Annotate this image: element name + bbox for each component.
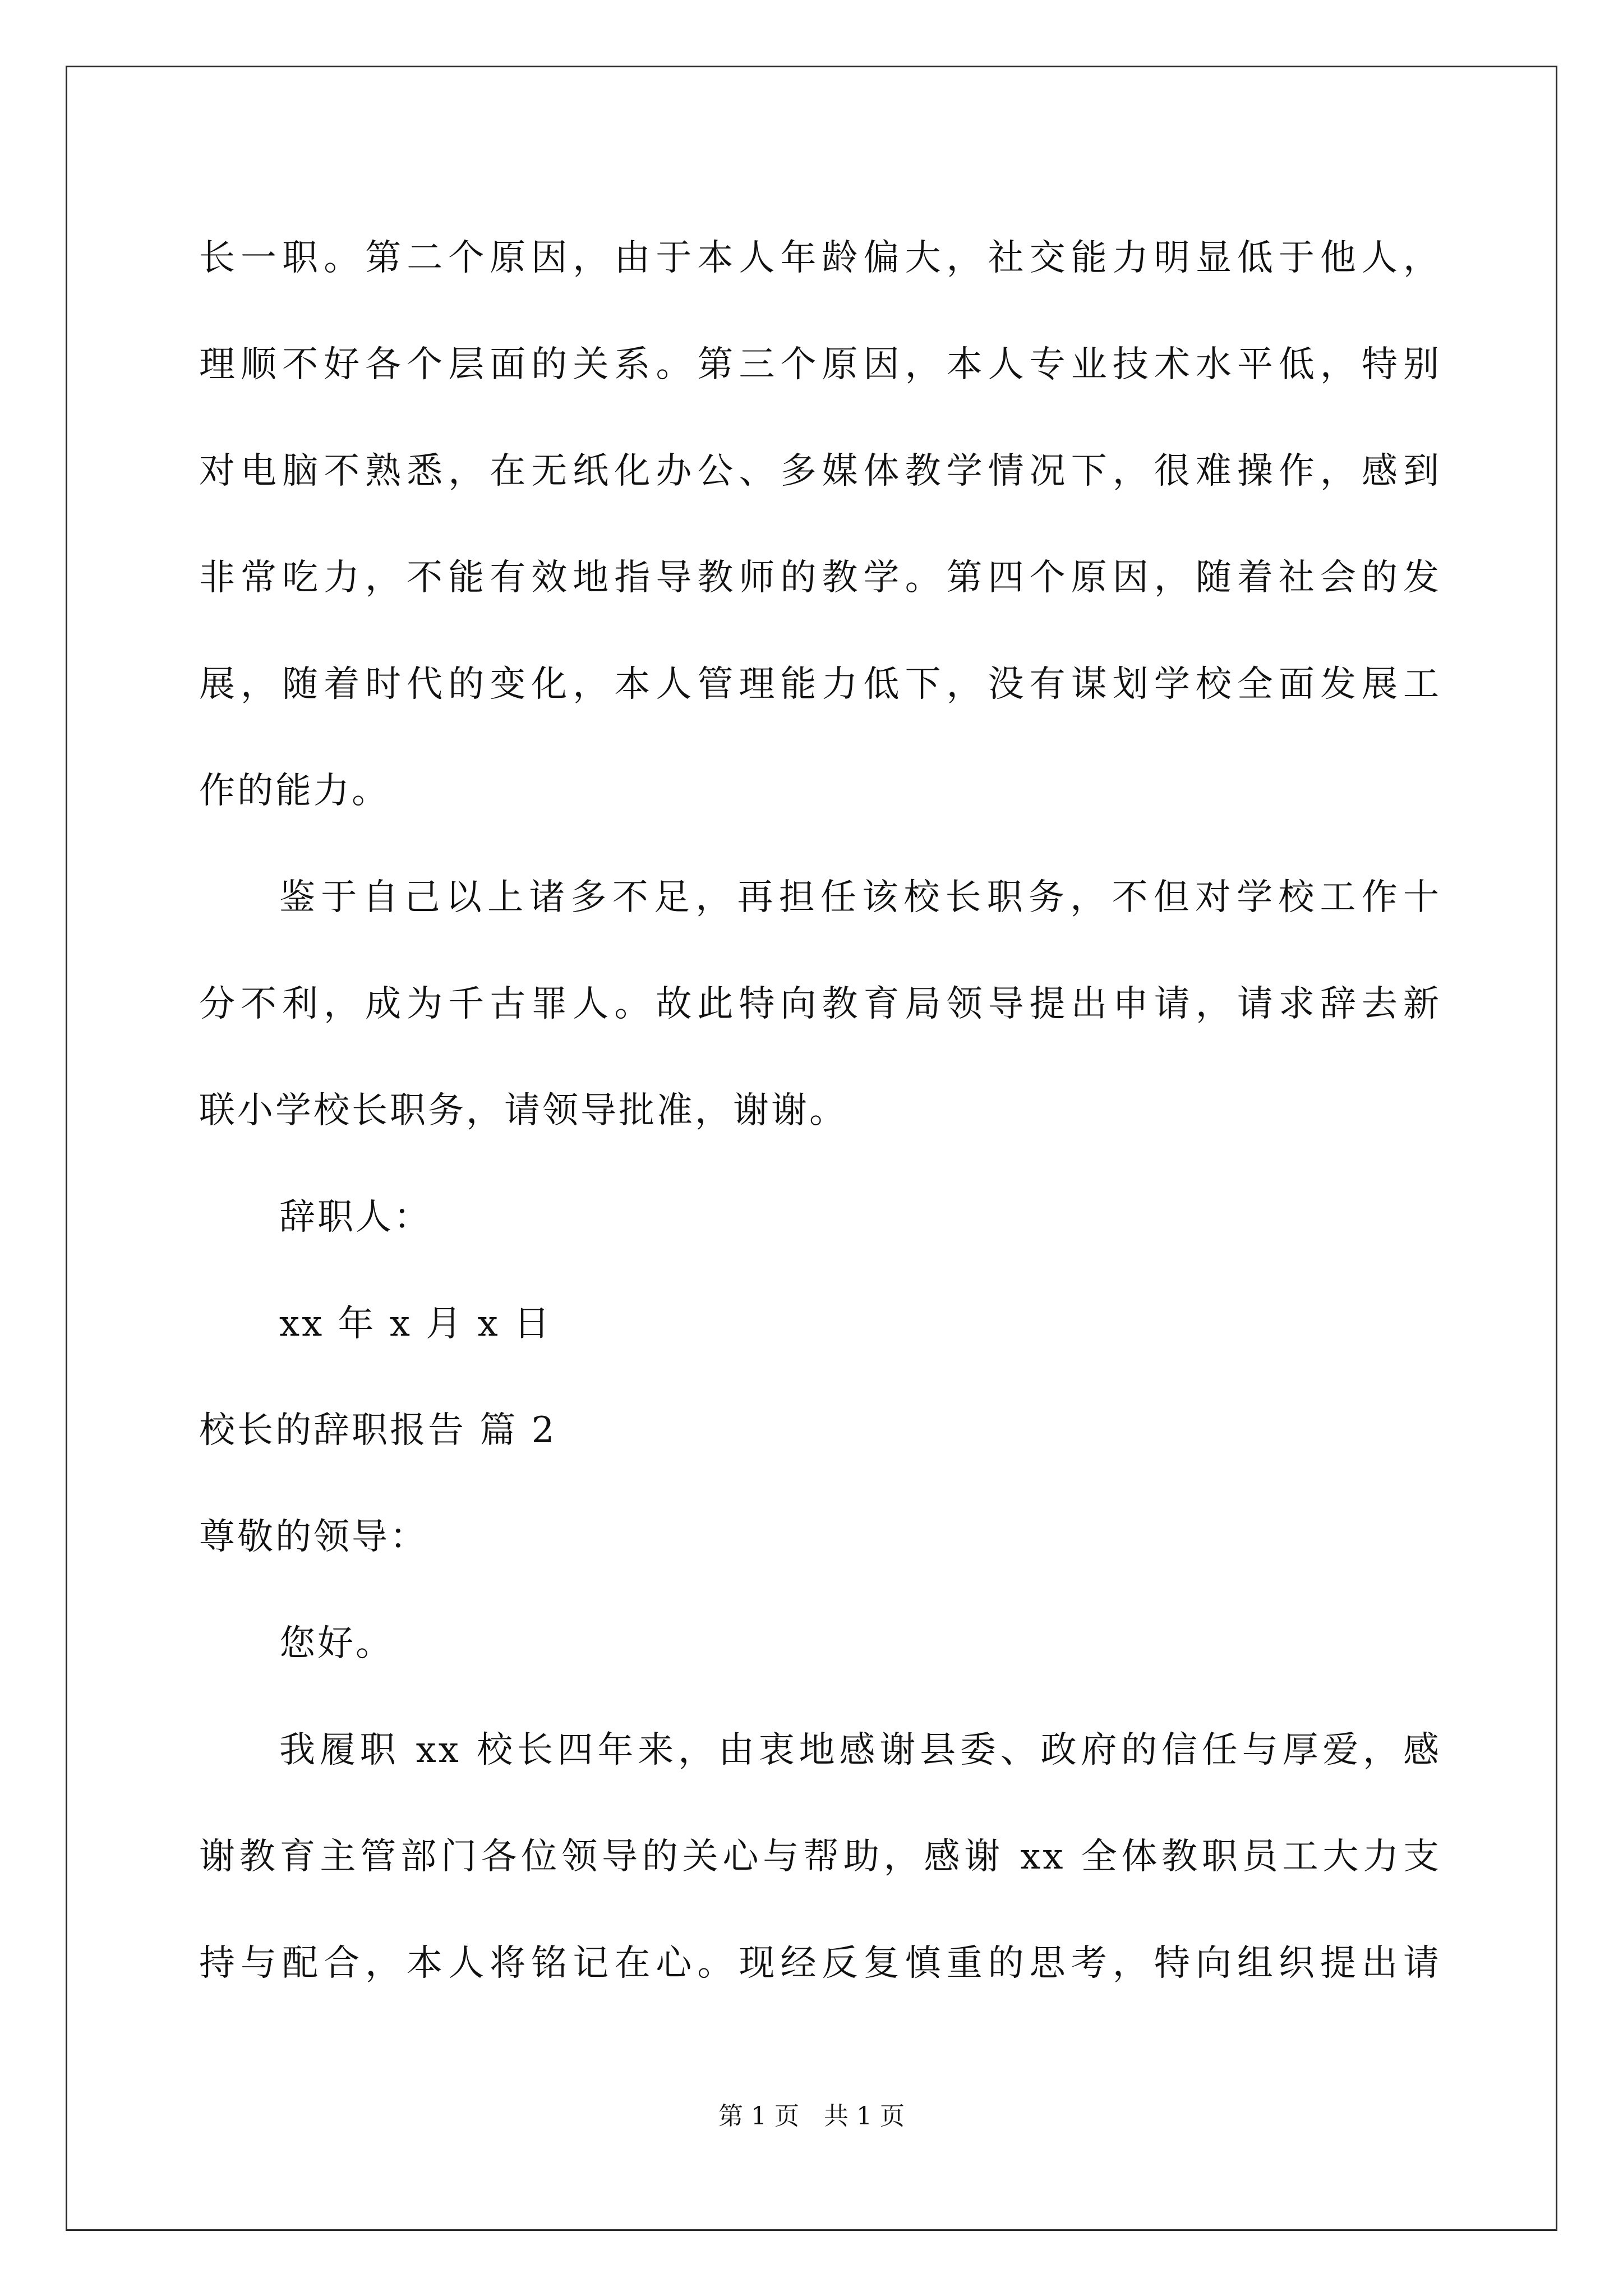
salutation: 尊敬的领导： [199, 1516, 428, 1558]
paragraph-line: 持与配合，本人将铭记在心。现经反复慎重的思考，特向组织提出请 [199, 1943, 1441, 1984]
paragraph-line: 非常吃力，不能有效地指导教师的教学。第四个原因，随着社会的发 [199, 557, 1441, 599]
date-line: xx 年 x 月 x 日 [279, 1303, 552, 1345]
paragraph-line: 谢教育主管部门各位领导的关心与帮助，感谢 xx 全体教职员工大力支 [199, 1836, 1441, 1878]
page-footer [0, 2101, 1623, 2132]
paragraph-line: 分不利，成为千古罪人。故此特向教育局领导提出申请，请求辞去新 [199, 983, 1441, 1025]
paragraph-line: 理顺不好各个层面的关系。第三个原因，本人专业技术水平低，特别 [199, 344, 1441, 385]
page-number: 第 1 页 [718, 2102, 799, 2131]
paragraph-line: 对电脑不熟悉，在无纸化办公、多媒体教学情况下，很难操作，感到 [199, 450, 1441, 492]
paragraph-line: 展，随着时代的变化，本人管理能力低下，没有谋划学校全面发展工 [199, 664, 1441, 705]
paragraph-line: 长一职。第二个原因，由于本人年龄偏大，社交能力明显低于他人， [199, 237, 1441, 279]
section-title: 校长的辞职报告 篇 2 [199, 1410, 557, 1451]
document-body [199, 205, 1441, 2017]
paragraph-line: 我履职 xx 校长四年来，由衷地感谢县委、政府的信任与厚爱，感 [279, 1729, 1441, 1771]
paragraph-line: 作的能力。 [199, 770, 390, 812]
paragraph-line: 联小学校长职务，请领导批准，谢谢。 [199, 1090, 847, 1131]
signature-label: 辞职人： [279, 1197, 432, 1238]
greeting: 您好。 [279, 1623, 394, 1664]
page-total: 共 1 页 [824, 2102, 905, 2131]
paragraph-line: 鉴于自己以上诸多不足，再担任该校长职务，不但对学校工作十 [279, 877, 1441, 918]
